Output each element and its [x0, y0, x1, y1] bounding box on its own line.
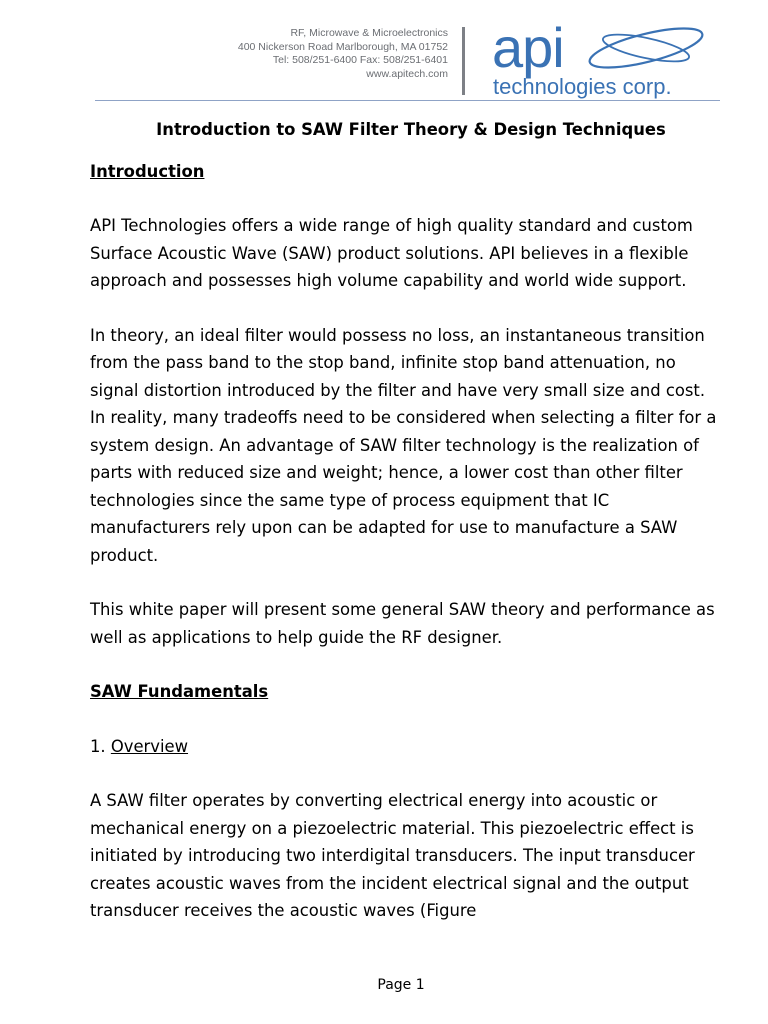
phone-fax: Tel: 508/251-6400 Fax: 508/251-6401: [272, 54, 448, 66]
section-heading-introduction: Introduction: [90, 161, 205, 181]
subsection-label: Overview: [110, 736, 189, 756]
intro-paragraph-3: This white paper will present some general SAW theory and performance as well as applications to help guide the RF designer.: [90, 600, 715, 647]
subsection-heading-overview: [90, 733, 720, 761]
website: www.apitech.com: [366, 67, 448, 80]
intro-paragraph-1: API Technologies offers a wide range of high quality standard and custom Surface Acoustic Wave (SAW) product solutions. API believes in a flexible approach and possesses high volume capability and world wide support.: [90, 216, 693, 290]
company-tagline: RF, Microwave & Microelectronics: [290, 27, 448, 39]
overview-paragraph-1: A SAW filter operates by converting electrical energy into acoustic or mechanical energy on a piezoelectric material. This piezoelectric effect is initiated by introducing two interdigital transducers. The input transducer creates acoustic waves from the incident electrical signal and the output transducer receives the acoustic waves (Figure: [90, 791, 695, 920]
company-logo-subtitle: technologies corp.: [493, 74, 672, 99]
page-number: Page 1: [377, 977, 425, 993]
document-body: [90, 116, 720, 925]
section-heading-saw-fundamentals: SAW Fundamentals: [90, 682, 269, 701]
header-divider: [462, 27, 465, 95]
company-logo-wordmark: api: [492, 16, 564, 79]
document-title: Introduction to SAW Filter Theory & Design Techniques: [156, 120, 666, 139]
header-rule: [95, 100, 720, 101]
intro-paragraph-2: In theory, an ideal filter would possess no loss, an instantaneous transition from the pass band to the stop band, infinite stop band attenuation, no signal distortion introduced by the filter and have very small size and cost. In reality, many tradeoffs need to be considered when selecting a filter for a system design. An advantage of SAW filter technology is the realization of parts with reduced size and weight; hence, a lower cost than other filter technologies since the same type of process equipment that IC manufacturers rely upon can be adapted for use to manufacture a SAW product.: [90, 325, 717, 565]
subsection-number: 1.: [90, 736, 106, 756]
company-address-block: [238, 27, 448, 81]
street-address: 400 Nickerson Road Marlborough, MA 01752: [237, 40, 448, 53]
logo-swoosh-icon: [580, 22, 710, 74]
letterhead: [0, 0, 768, 104]
